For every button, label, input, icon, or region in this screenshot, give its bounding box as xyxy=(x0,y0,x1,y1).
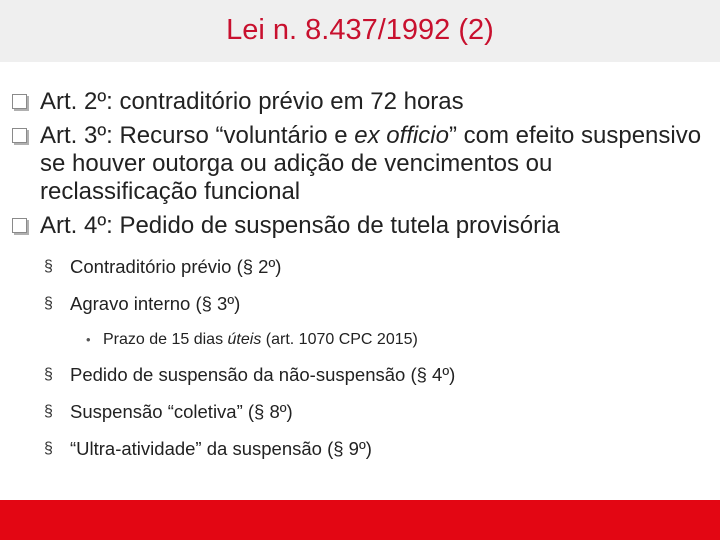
sub-item-text: Contraditório prévio (§ 2º) xyxy=(70,256,282,277)
hollow-square-bullet-icon xyxy=(12,94,27,109)
sub-item-text: “Ultra-atividade” da suspensão (§ 9º) xyxy=(70,438,372,459)
sub-item-ultra-atividade xyxy=(8,438,708,460)
sub-item-pedido-suspensao xyxy=(8,364,708,386)
footer-bar xyxy=(0,500,720,540)
hollow-square-bullet-icon xyxy=(12,128,27,143)
section-sign-bullet-icon: § xyxy=(44,366,53,383)
section-sign-bullet-icon: § xyxy=(44,295,53,312)
bullet-text: Art. 4º: Pedido de suspensão de tutela provisória xyxy=(40,212,560,239)
slide-content xyxy=(8,88,708,475)
title-bar xyxy=(0,0,720,62)
bullet-item-art4 xyxy=(8,212,708,240)
section-sign-bullet-icon: § xyxy=(44,403,53,420)
slide-title: Lei n. 8.437/1992 (2) xyxy=(226,14,494,46)
sub-item-text: Agravo interno (§ 3º) xyxy=(70,293,241,314)
sub-sub-item-text-italic: úteis xyxy=(227,331,262,348)
sub-item-suspensao-coletiva xyxy=(8,401,708,423)
bullet-text-part: Art. 3º: Recurso “voluntário e xyxy=(40,122,355,149)
sub-sub-item-text-part: Prazo de 15 dias xyxy=(103,331,228,348)
section-sign-bullet-icon: § xyxy=(44,440,53,457)
sub-item-agravo xyxy=(8,293,708,315)
dot-bullet-icon: • xyxy=(86,332,91,347)
sub-item-text: Pedido de suspensão da não-suspensão (§ 4º) xyxy=(70,364,456,385)
hollow-square-bullet-icon xyxy=(12,218,27,233)
sub-sub-item-prazo xyxy=(8,330,708,350)
bullet-text-part: ” com efeito suspensivo se houver outorga ou adição de vencimentos ou reclassificação funcional xyxy=(40,122,702,205)
bullet-text: Art. 2º: contraditório prévio em 72 horas xyxy=(40,88,464,115)
bullet-item-art2 xyxy=(8,88,708,116)
sub-item-text: Suspensão “coletiva” (§ 8º) xyxy=(70,401,293,422)
sub-sub-item-text-part: (art. 1070 CPC 2015) xyxy=(261,331,418,348)
bullet-item-art3 xyxy=(8,122,708,206)
bullet-text-italic: ex officio xyxy=(354,122,449,149)
section-sign-bullet-icon: § xyxy=(44,258,53,275)
sub-item-contraditorio xyxy=(8,256,708,278)
